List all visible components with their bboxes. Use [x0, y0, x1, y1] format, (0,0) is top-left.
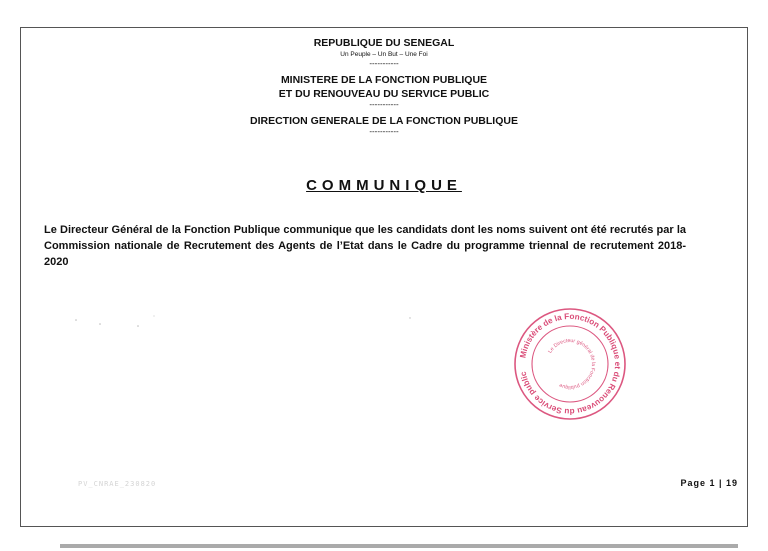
scan-edge-shadow [60, 544, 738, 548]
document-id-watermark: PV_CNRAE_230820 [78, 480, 157, 488]
document-title: COMMUNIQUE [306, 177, 462, 194]
header-separator: ----------- [369, 59, 399, 68]
page-number: Page 1 | 19 [680, 478, 738, 488]
country-name: REPUBLIQUE DU SENEGAL [313, 37, 455, 49]
header-separator: ----------- [369, 100, 399, 109]
ministry-line-2: ET DU RENOUVEAU DU SERVICE PUBLIC [278, 88, 490, 100]
header-separator: ----------- [369, 127, 399, 136]
stamp-outer-text: Ministère de la Fonction Publique et du Renouveau du Service public [518, 311, 623, 417]
official-stamp [512, 306, 628, 422]
national-motto: Un Peuple – Un But – Une Foi [340, 51, 428, 58]
ministry-line-1: MINISTERE DE LA FONCTION PUBLIQUE [280, 74, 488, 86]
direction-name: DIRECTION GENERALE DE LA FONCTION PUBLIQUE [250, 115, 518, 127]
stamp-inner-text: Le Directeur général de la Fonction publique [547, 337, 597, 391]
communique-body: Le Directeur Général de la Fonction Publique communique que les candidats dont les noms suivent ont été recrutés par la Commission nationale de Recrutement des Agents de l’Etat dans le Cadre du programme triennal de recrutement 2018-2020 [44, 224, 686, 268]
